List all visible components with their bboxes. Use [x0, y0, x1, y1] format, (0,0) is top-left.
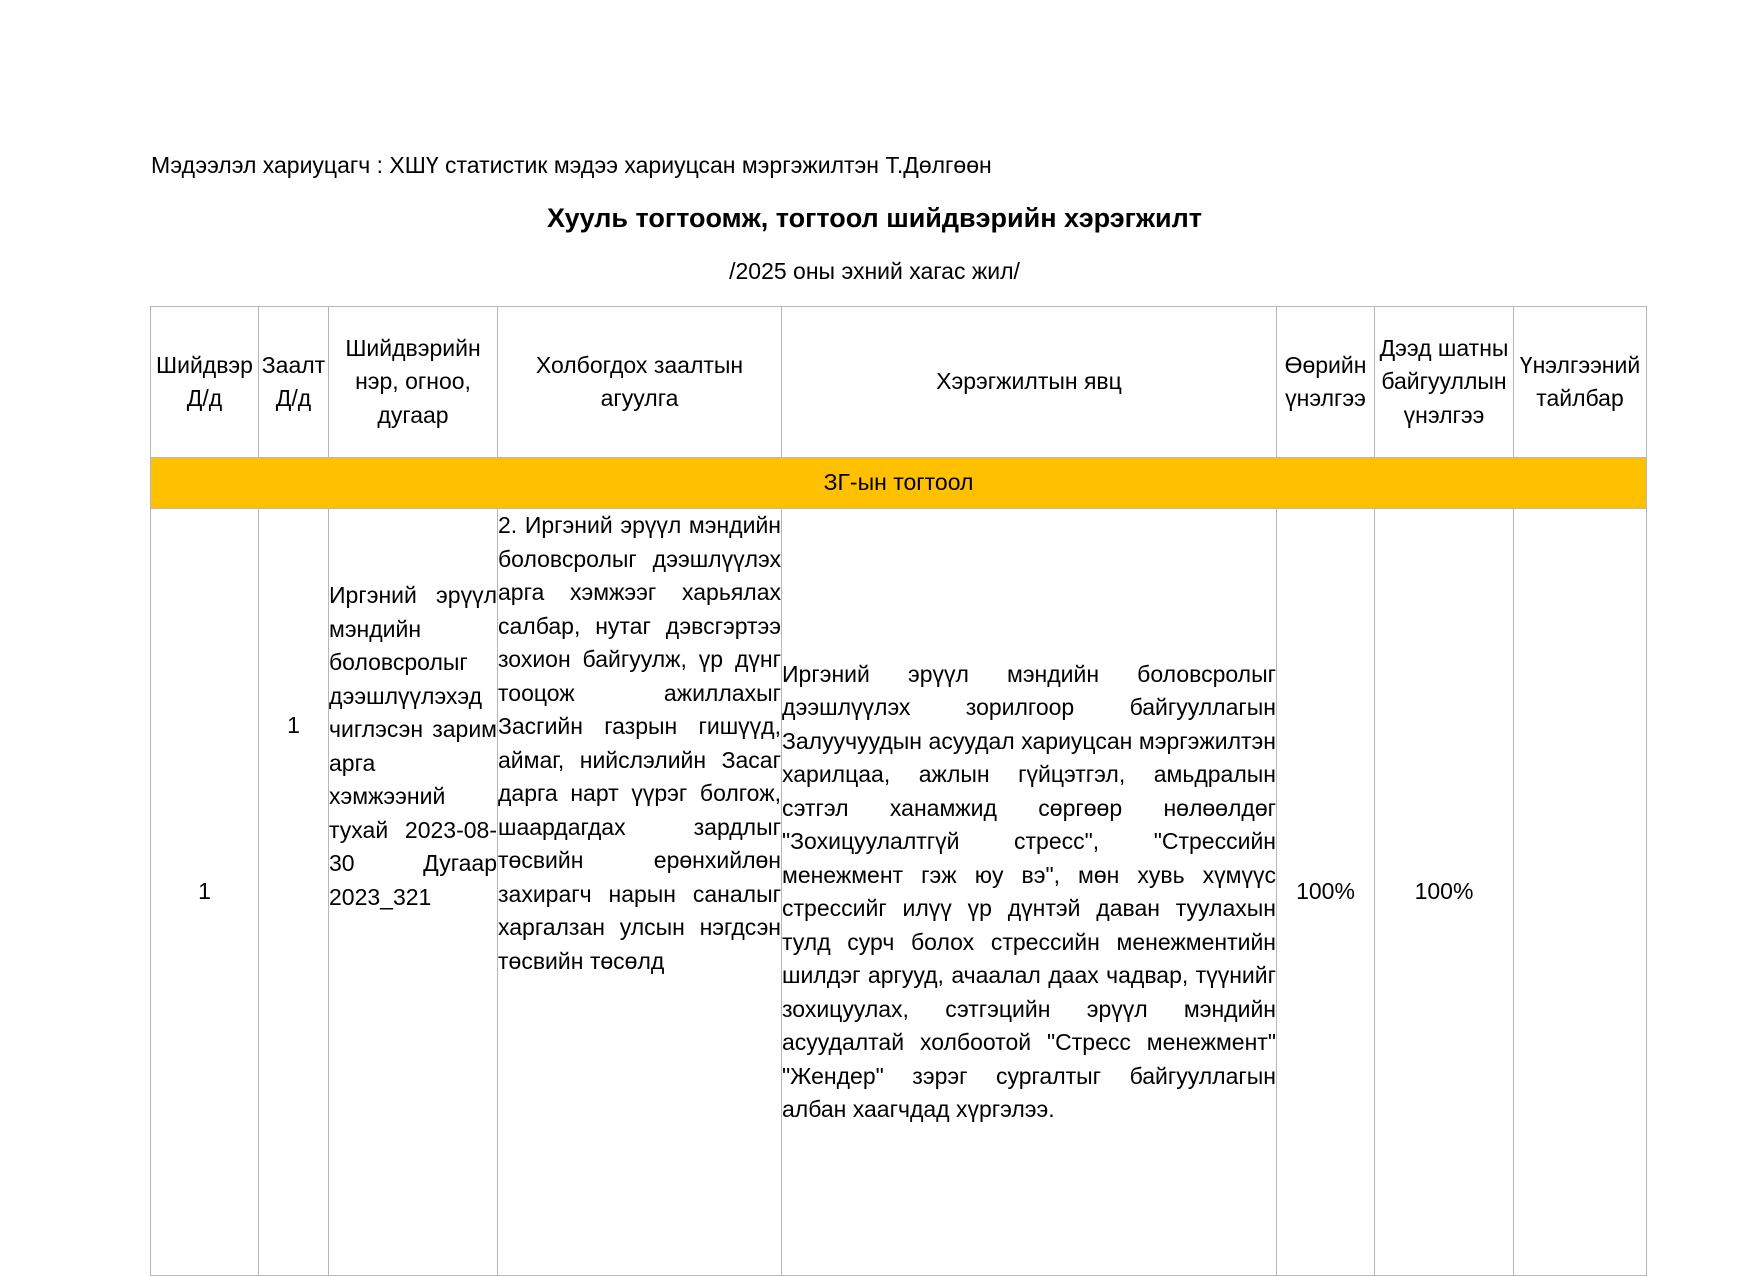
table-header-row [151, 307, 1647, 458]
cell-self-evaluation: 100% [1277, 509, 1375, 1276]
cell-clause-content: 2. Иргэний эрүүл мэндийн боловсролыг дээшлүүлэх арга хэмжээг харьялах салбар, нутаг дэвсгэртээ зохион байгуулж, үр дүнг тооцож ажиллахыг Засгийн газрын гишүүд, аймаг, нийслэлийн Засаг дарга нарт үүрэг болгож, шаардагдах зардлыг төсвийн ерөнхийлөн захирагч нарын саналыг харгалзан улсын нэгдсэн төсвийн төсөлд [498, 509, 782, 1276]
col-header-evaluation-note: Үнэлгээний тайлбар [1514, 307, 1647, 458]
cell-higher-evaluation: 100% [1375, 509, 1514, 1276]
document-period: /2025 оны эхний хагас жил/ [729, 258, 1020, 284]
cell-clause-no: 1 [259, 509, 329, 1276]
col-header-higher-evaluation: Дээд шатны байгууллын үнэлгээ [1375, 307, 1514, 458]
section-row [151, 458, 1647, 509]
cell-progress: Иргэний эрүүл мэндийн боловсролыг дээшлүүлэх зорилгоор байгууллагын Залуучуудын асуудал хариуцсан мэргэжилтэн харилцаа, ажлын гүйцэтгэл, амьдралын сэтгэл ханамжид сөргөөр нөлөөлдөг "Зохицуулалтгүй стресс", "Стрессийн менежмент гэж юу вэ", мөн хувь хүмүүс стрессийг илүү үр дүнтэй даван туулахын тулд сурч болох стрессийн менежментийн шилдэг аргууд, ачаалал даах чадвар, түүнийг зохицуулах, сэтгэцийн эрүүл мэндийн асуудалтай холбоотой "Стресс менежмент" "Жендер" зэрэг сургалтыг байгууллагын албан хаагчдад хүргэлээ. [782, 509, 1277, 1276]
document-title: Хууль тогтоомж, тогтоол шийдвэрийн хэрэгжилт [546, 203, 1203, 233]
cell-decision-name: Иргэний эрүүл мэндийн боловсролыг дээшлүүлэхэд чиглэсэн зарим арга хэмжээний тухай 2023-08-30 Дугаар 2023_321 [329, 509, 498, 1276]
col-header-decision-name: Шийдвэрийн нэр, огноо, дугаар [329, 307, 498, 458]
col-header-clause-content: Холбогдох заалтын агуулга [498, 307, 782, 458]
col-header-decision-no: Шийдвэр Д/д [151, 307, 259, 458]
section-label: ЗГ-ын тогтоол [151, 458, 1647, 509]
table-row [151, 509, 1647, 1276]
cell-evaluation-note [1514, 509, 1647, 1276]
cell-decision-no: 1 [151, 509, 259, 1276]
implementation-table [150, 306, 1647, 1276]
responsible-person-line: Мэдээлэл хариуцагч : ХШҮ статистик мэдээ хариуцсан мэргэжилтэн Т.Дөлгөөн [151, 152, 992, 178]
col-header-progress: Хэрэгжилтын явц [782, 307, 1277, 458]
col-header-clause-no: Заалт Д/д [259, 307, 329, 458]
col-header-self-evaluation: Өөрийн үнэлгээ [1277, 307, 1375, 458]
